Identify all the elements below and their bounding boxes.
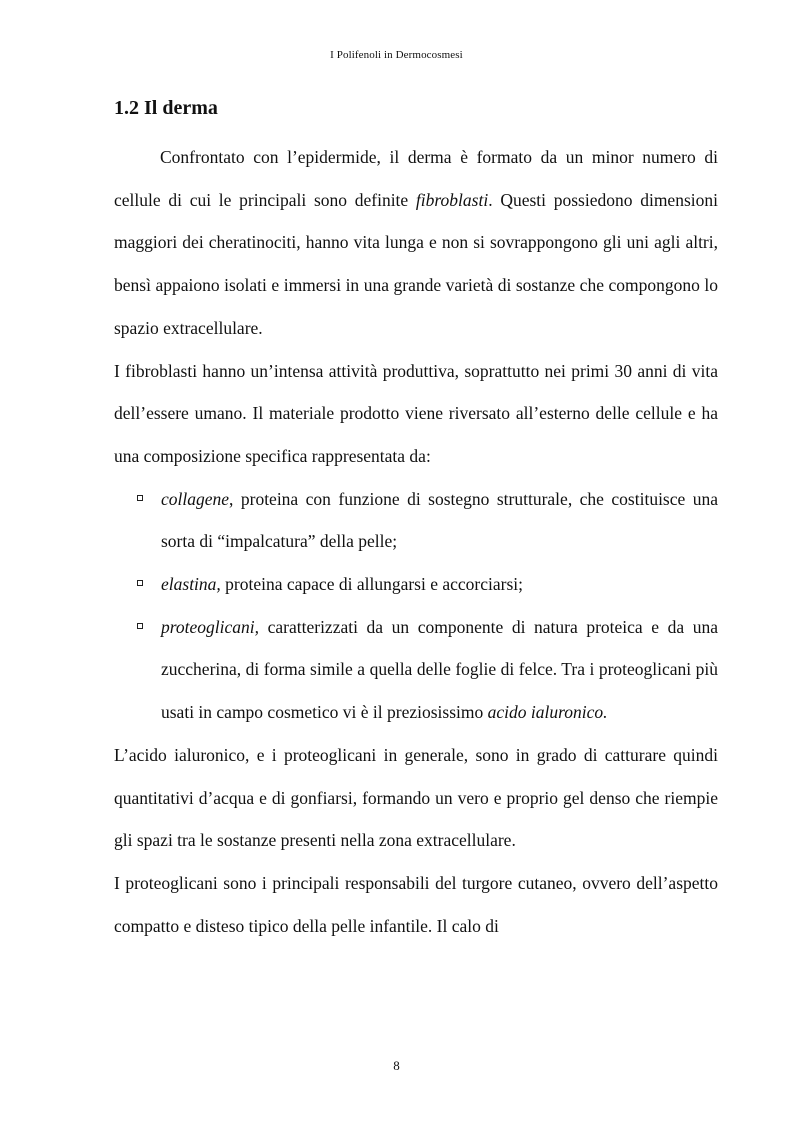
term-acido-ialuronico: acido ialuronico.: [487, 702, 608, 723]
square-bullet-icon: [137, 623, 143, 629]
bullet-list: [114, 478, 718, 734]
term-elastina: elastina,: [161, 574, 221, 595]
page-number: 8: [393, 1058, 400, 1073]
square-bullet-icon: [137, 580, 143, 586]
list-item-text: caratterizzati da un componente di natura proteica e da una zuccherina, di forma simile a quella delle foglie di felce. Tra i proteoglicani più usati in campo cosmetico vi è il preziosissimo: [161, 616, 718, 723]
paragraph-1-text-b: . Questi possiedono dimensioni maggiori dei cheratinociti, hanno vita lunga e non si sovrappongono gli uni agli altri, bensì appaiono isolati e immersi in una grande varietà di sostanze che compongono lo spazio extracellulare.: [114, 189, 718, 338]
paragraph-1-text-a: Confrontato con l’epidermide, il derma è formato da un minor numero di cellule di cui le principali sono definite: [114, 147, 718, 210]
paragraph-1: [114, 136, 718, 350]
section-heading: 1.2 Il derma: [114, 97, 218, 119]
list-item: [114, 478, 718, 563]
list-item-text: proteina capace di allungarsi e accorciarsi;: [220, 574, 523, 595]
paragraph-4: I proteoglicani sono i principali responsabili del turgore cutaneo, ovvero dell’aspetto compatto e disteso tipico della pelle infantile. Il calo di: [114, 872, 718, 936]
term-fibroblasti: fibroblasti: [415, 189, 489, 210]
body-text: [114, 136, 718, 947]
paragraph-3: L’acido ialuronico, e i proteoglicani in generale, sono in grado di catturare quindi quantitativi d’acqua e di gonfiarsi, formando un vero e proprio gel denso che riempie gli spazi tra le sostanze presenti nella zona extracellulare.: [114, 744, 718, 851]
square-bullet-icon: [137, 495, 143, 501]
term-proteoglicani: proteoglicani,: [161, 616, 260, 637]
list-item-text: , proteina con funzione di sostegno strutturale, che costituisce una sorta di “impalcatura” della pelle;: [161, 488, 718, 552]
list-item: [114, 563, 718, 606]
running-header: I Polifenoli in Dermocosmesi: [330, 49, 463, 61]
paragraph-2: I fibroblasti hanno un’intensa attività produttiva, soprattutto nei primi 30 anni di vita dell’essere umano. Il materiale prodotto viene riversato all’esterno delle cellule e ha una composizione specifica rappresentata da:: [114, 360, 718, 466]
list-item: [114, 606, 718, 734]
term-collagene: collagene: [161, 488, 230, 509]
